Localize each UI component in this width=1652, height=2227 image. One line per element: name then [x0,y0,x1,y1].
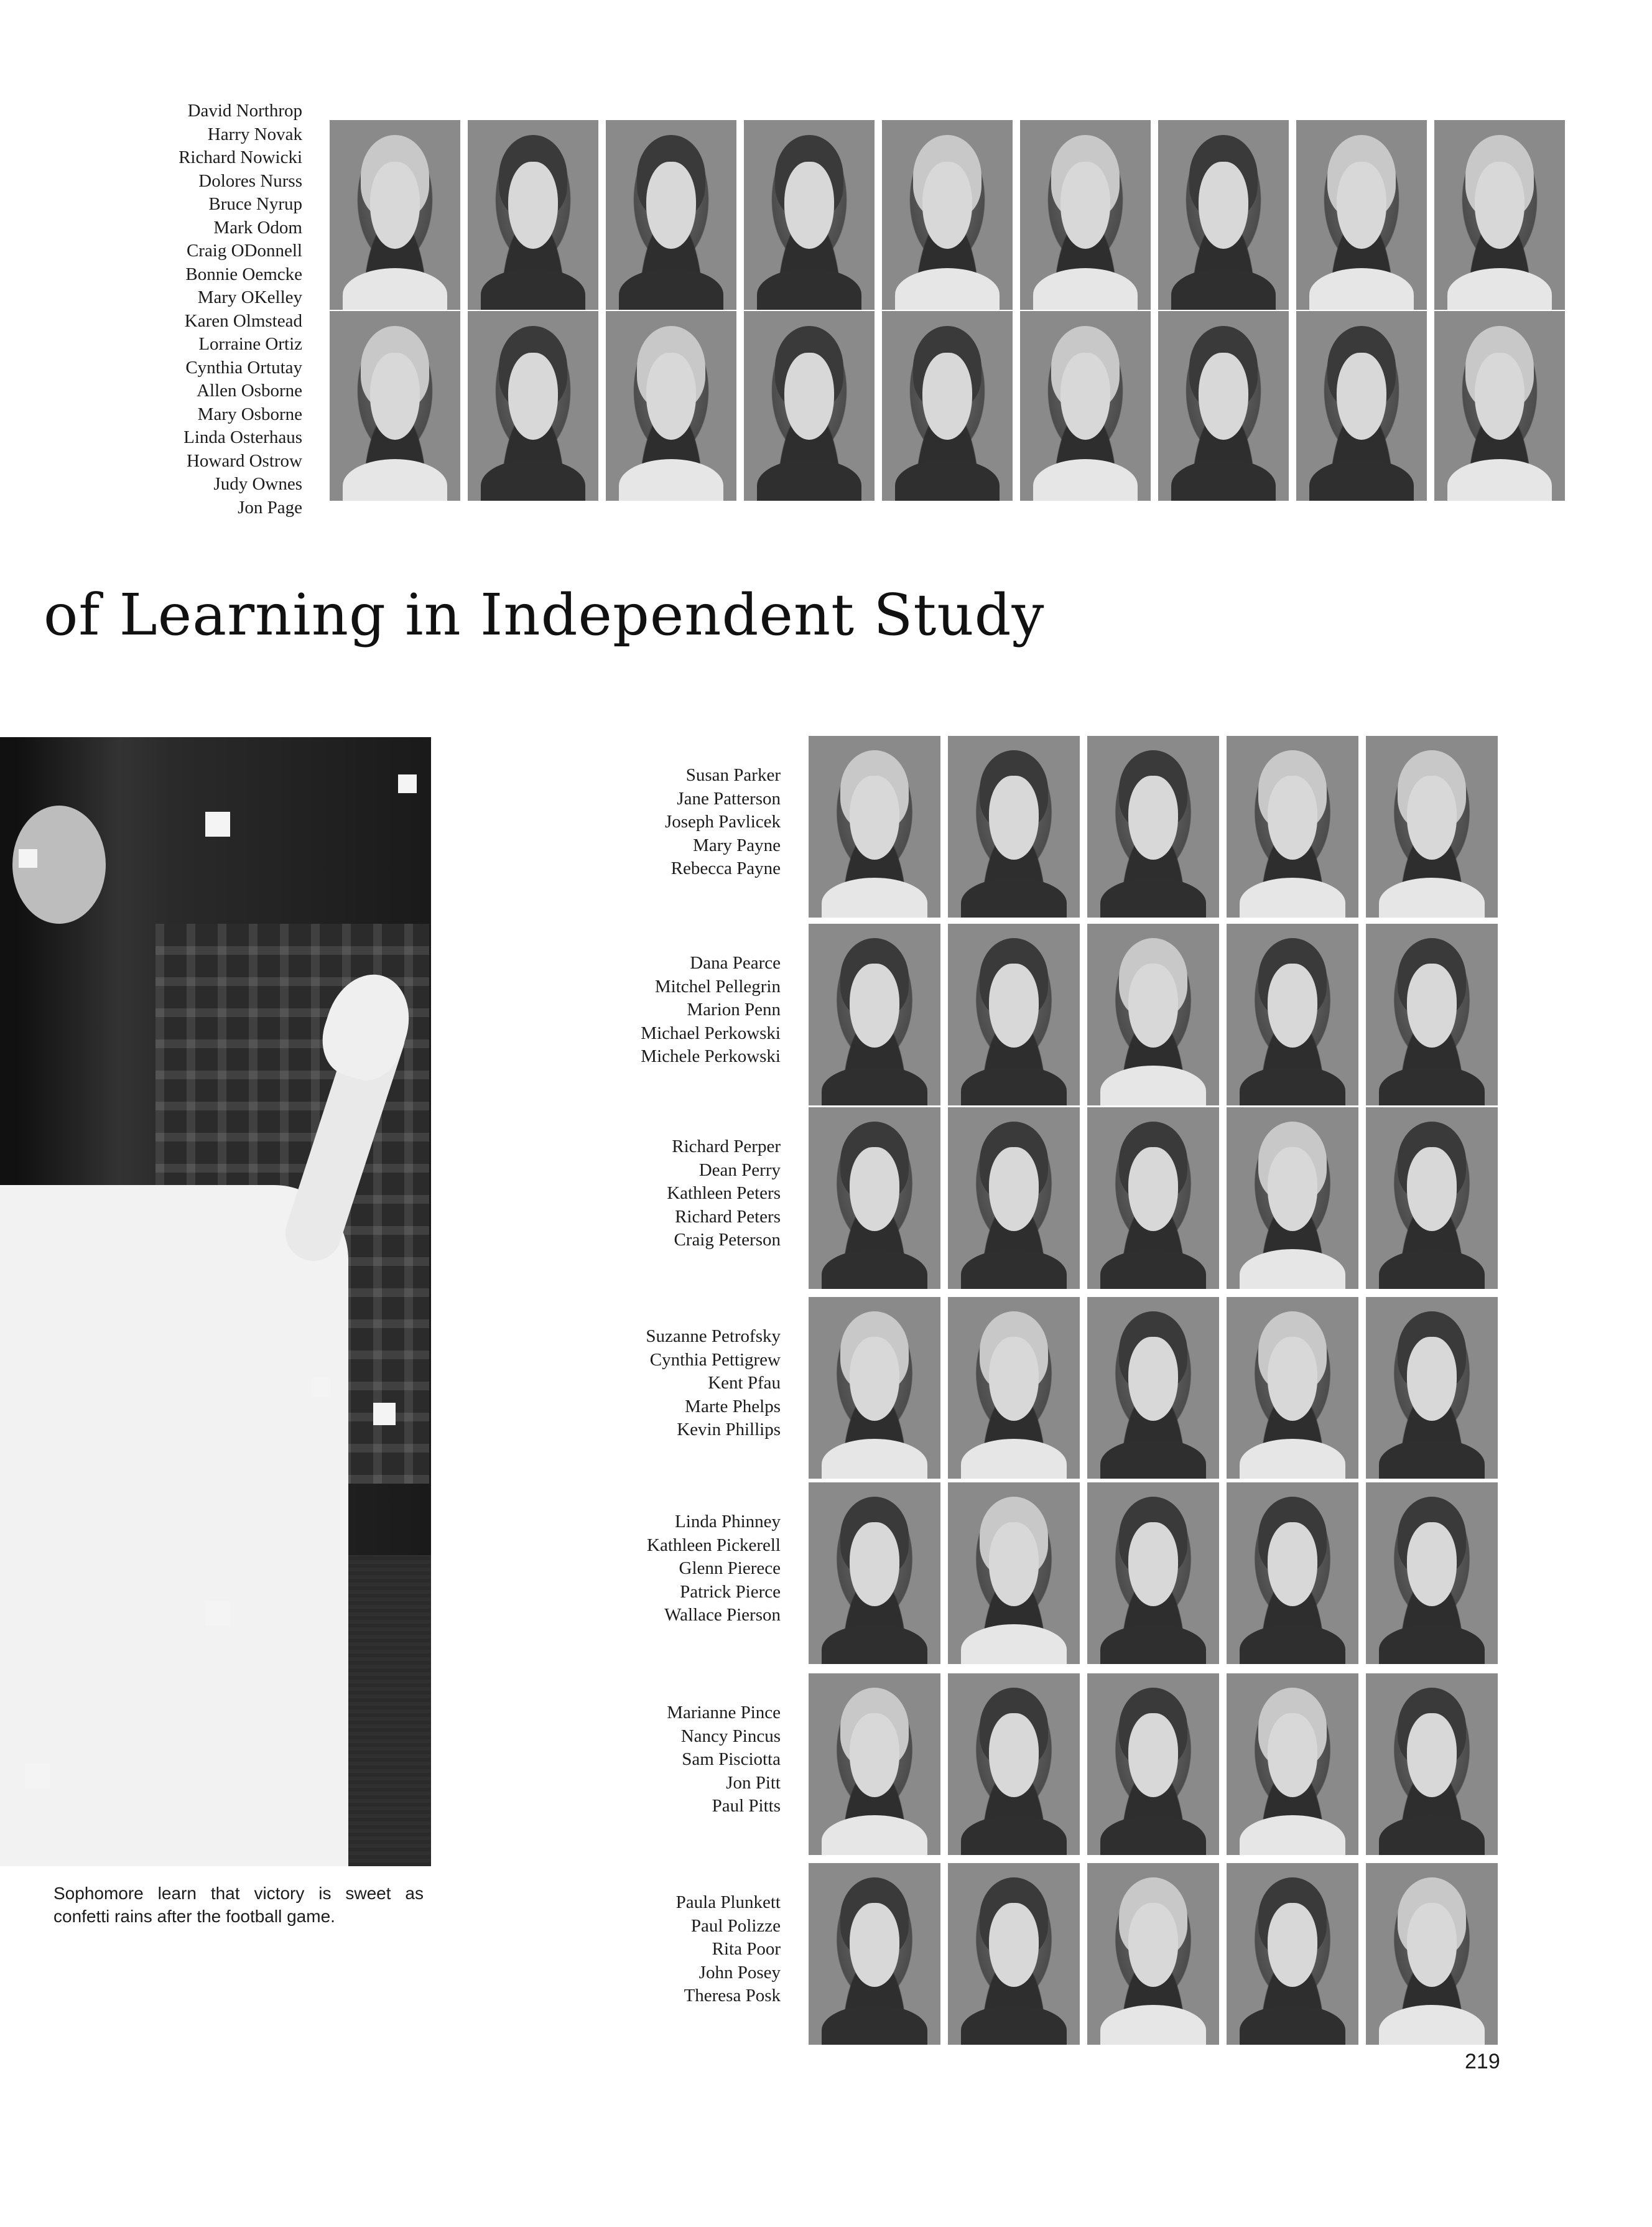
group-portrait-row [809,924,1498,1105]
student-portrait [1087,1107,1219,1289]
section-heading: of Learning in Independent Study [44,582,1045,648]
student-portrait [809,1482,940,1664]
student-portrait [948,1673,1080,1855]
group-name-list [667,1701,781,1818]
student-portrait [1366,924,1498,1105]
student-name: Richard Perper [672,1137,781,1156]
student-name: Mitchel Pellegrin [654,976,781,997]
student-portrait [809,1673,940,1855]
student-portrait [809,1297,940,1479]
student-portrait [1296,120,1427,310]
student-portrait [948,924,1080,1105]
student-name: John Posey [698,1962,781,1983]
student-portrait [809,736,940,918]
student-name: Allen Osborne [197,381,302,401]
student-portrait [948,1863,1080,2045]
portrait-row-top-1 [330,120,1565,310]
student-portrait [606,120,736,310]
group-name-list [641,952,781,1069]
student-name: Kathleen Pickerell [647,1535,781,1555]
student-name: Paula Plunkett [675,1892,781,1912]
portrait-row-top-2 [330,311,1565,501]
student-name: Mark Odom [213,217,302,238]
student-portrait [1366,1673,1498,1855]
student-name: Michele Perkowski [641,1046,781,1066]
student-portrait [948,1482,1080,1664]
student-name: Joseph Pavlicek [664,812,781,832]
student-name: Paul Pitts [712,1796,781,1816]
student-name: Richard Peters [675,1206,781,1227]
student-name: Michael Perkowski [641,1023,781,1043]
student-name: Judy Ownes [213,474,302,494]
student-portrait [1020,311,1151,501]
student-portrait [330,311,460,501]
student-portrait [809,1863,940,2045]
group-name-list [676,1891,781,2008]
student-name: Bonnie Oemcke [185,264,302,284]
student-portrait [1087,1482,1219,1664]
student-portrait [1296,311,1427,501]
student-name: Rebecca Payne [671,858,781,878]
student-portrait [744,120,875,310]
group-portrait-row [809,1863,1498,2045]
student-name: Dolores Nurss [198,170,302,191]
student-name: Howard Ostrow [186,450,302,471]
student-portrait [809,1107,940,1289]
student-name: Dana Pearce [690,953,781,973]
group-portrait-row [809,736,1498,918]
student-portrait [1434,311,1565,501]
student-portrait [1087,1863,1219,2045]
group-portrait-row [809,1482,1498,1664]
group-name-list [647,1510,781,1627]
student-name: Cynthia Ortutay [185,357,302,378]
student-name: Marte Phelps [685,1396,781,1416]
student-name: Kevin Phillips [677,1420,781,1439]
student-portrait [1227,1482,1358,1664]
student-portrait [882,311,1013,501]
student-name: Kent Pfau [708,1373,781,1393]
student-name: Lorraine Ortiz [198,334,302,354]
student-portrait [1227,1107,1358,1289]
student-name: Kathleen Peters [667,1183,781,1203]
student-name: Suzanne Petrofsky [646,1326,781,1346]
group-portrait-row [809,1673,1498,1855]
student-name: Jon Page [238,497,302,518]
candid-photo [0,737,431,1866]
student-portrait [606,311,736,501]
student-portrait [1366,736,1498,918]
student-portrait [1020,120,1151,310]
student-name: Wallace Pierson [664,1605,781,1625]
student-portrait [1366,1297,1498,1479]
student-name: Mary OKelley [197,287,302,307]
student-portrait [330,120,460,310]
student-portrait [744,311,875,501]
student-name: Nancy Pincus [680,1726,781,1746]
student-portrait [468,120,598,310]
student-portrait [1227,924,1358,1105]
student-portrait [1087,924,1219,1105]
student-portrait [1158,120,1289,310]
student-name: Sam Pisciotta [682,1749,781,1769]
student-name: Dean Perry [698,1160,781,1180]
student-name: Marianne Pince [667,1703,781,1723]
student-portrait [948,1297,1080,1479]
group-portrait-row [809,1297,1498,1479]
student-portrait [882,120,1013,310]
student-portrait [948,736,1080,918]
student-portrait [468,311,598,501]
student-portrait [948,1107,1080,1289]
student-name: Rita Poor [712,1939,781,1959]
group-portrait-row [809,1107,1498,1289]
student-name: Cynthia Pettigrew [649,1349,781,1370]
student-portrait [1227,736,1358,918]
student-name: Craig ODonnell [186,241,302,261]
student-portrait [1366,1482,1498,1664]
student-name: Marion Penn [687,1000,781,1020]
student-portrait [1366,1107,1498,1289]
student-portrait [1227,1863,1358,2045]
top-name-list [179,100,302,519]
student-name: Susan Parker [685,765,781,785]
group-name-list [646,1325,781,1442]
student-name: Glenn Pierece [679,1558,781,1578]
student-name: Harry Novak [207,124,302,144]
student-name: Theresa Posk [684,1986,781,2006]
student-name: Craig Peterson [674,1230,781,1250]
group-name-list [667,1135,781,1252]
student-portrait [1087,736,1219,918]
student-portrait [1434,120,1565,310]
student-name: Linda Phinney [675,1512,781,1532]
student-name: Jon Pitt [726,1772,781,1793]
student-name: Karen Olmstead [184,310,302,331]
student-name: Paul Polizze [690,1915,781,1936]
page-number: 219 [1465,2050,1500,2073]
photo-caption: Sophomore learn that victory is sweet as confetti rains after the football game. [53,1884,424,1926]
student-portrait [1087,1673,1219,1855]
student-name: Jane Patterson [677,788,781,809]
student-portrait [1227,1673,1358,1855]
student-name: Richard Nowicki [179,147,302,167]
student-portrait [809,924,940,1105]
student-name: Linda Osterhaus [183,427,302,447]
student-portrait [1158,311,1289,501]
student-name: Mary Osborne [197,404,302,424]
student-name: Mary Payne [693,835,781,855]
student-portrait [1087,1297,1219,1479]
student-portrait [1227,1297,1358,1479]
student-portrait [1366,1863,1498,2045]
student-name: Bruce Nyrup [208,194,302,214]
group-name-list [665,764,781,881]
student-name: Patrick Pierce [680,1581,781,1602]
student-name: David Northrop [187,101,302,121]
